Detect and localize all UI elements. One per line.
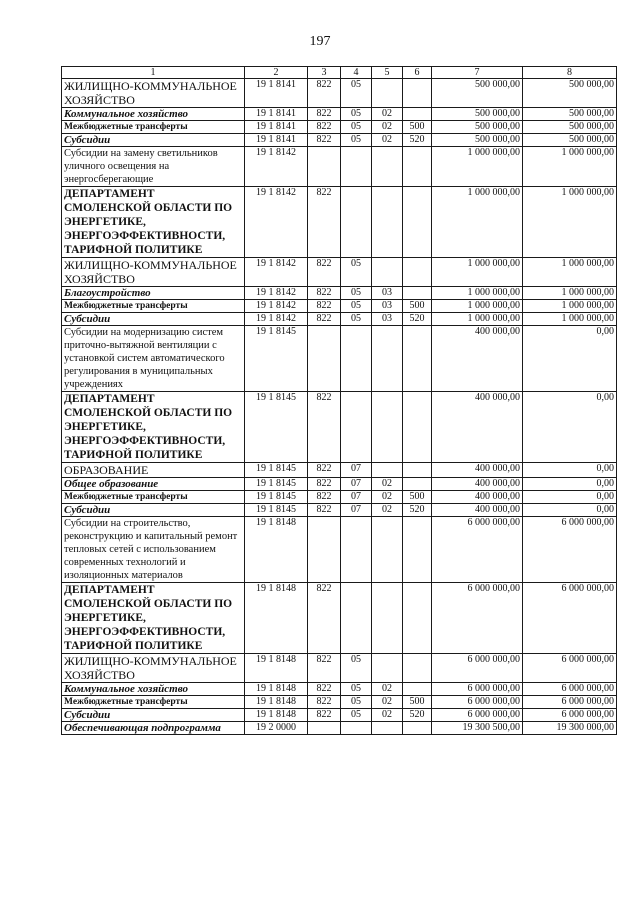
cell-name: Субсидии xyxy=(62,709,245,722)
cell-section-code: 05 xyxy=(341,79,372,108)
cell-amount-year-1: 1 000 000,00 xyxy=(432,258,523,287)
cell-amount-year-2: 1 000 000,00 xyxy=(523,287,617,300)
cell-expense-type xyxy=(403,287,432,300)
cell-target-code: 19 1 8145 xyxy=(245,392,308,463)
table-row xyxy=(62,187,617,258)
cell-ministry-code: 822 xyxy=(308,654,341,683)
cell-expense-type xyxy=(403,654,432,683)
cell-ministry-code xyxy=(308,722,341,735)
table-row xyxy=(62,696,617,709)
cell-ministry-code: 822 xyxy=(308,313,341,326)
table-row xyxy=(62,108,617,121)
cell-name: ЖИЛИЩНО-КОММУНАЛЬНОЕ ХОЗЯЙСТВО xyxy=(62,258,245,287)
cell-name: Межбюджетные трансферты xyxy=(62,696,245,709)
cell-expense-type: 500 xyxy=(403,300,432,313)
cell-subsection-code: 03 xyxy=(372,300,403,313)
cell-target-code: 19 1 8148 xyxy=(245,654,308,683)
cell-subsection-code xyxy=(372,79,403,108)
cell-amount-year-2: 0,00 xyxy=(523,463,617,478)
cell-amount-year-1: 6 000 000,00 xyxy=(432,654,523,683)
table-row xyxy=(62,654,617,683)
cell-target-code: 19 1 8142 xyxy=(245,258,308,287)
cell-expense-type xyxy=(403,326,432,392)
cell-amount-year-2: 0,00 xyxy=(523,392,617,463)
cell-target-code: 19 1 8142 xyxy=(245,313,308,326)
cell-ministry-code: 822 xyxy=(308,504,341,517)
cell-amount-year-1: 400 000,00 xyxy=(432,504,523,517)
cell-amount-year-1: 400 000,00 xyxy=(432,491,523,504)
cell-section-code: 07 xyxy=(341,491,372,504)
cell-amount-year-2: 500 000,00 xyxy=(523,121,617,134)
cell-section-code: 05 xyxy=(341,709,372,722)
cell-subsection-code xyxy=(372,463,403,478)
cell-expense-type xyxy=(403,392,432,463)
cell-name: ДЕПАРТАМЕНТ СМОЛЕНСКОЙ ОБЛАСТИ ПО ЭНЕРГЕТИКЕ, ЭНЕРГОЭФФЕКТИВНОСТИ, ТАРИФНОЙ ПОЛИТИКЕ xyxy=(62,392,245,463)
table-row xyxy=(62,504,617,517)
cell-name: Субсидии xyxy=(62,134,245,147)
cell-amount-year-1: 400 000,00 xyxy=(432,392,523,463)
page-number: 197 xyxy=(309,34,331,49)
cell-target-code: 19 1 8145 xyxy=(245,491,308,504)
cell-amount-year-2: 1 000 000,00 xyxy=(523,313,617,326)
table-row xyxy=(62,313,617,326)
cell-target-code: 19 1 8148 xyxy=(245,709,308,722)
cell-target-code: 19 1 8145 xyxy=(245,326,308,392)
cell-subsection-code: 03 xyxy=(372,287,403,300)
cell-subsection-code xyxy=(372,326,403,392)
header-col-5: 5 xyxy=(372,67,403,79)
cell-section-code xyxy=(341,722,372,735)
cell-section-code: 05 xyxy=(341,287,372,300)
cell-subsection-code xyxy=(372,187,403,258)
header-col-7: 7 xyxy=(432,67,523,79)
table-row xyxy=(62,478,617,491)
cell-name: Межбюджетные трансферты xyxy=(62,300,245,313)
cell-subsection-code xyxy=(372,147,403,187)
cell-amount-year-1: 1 000 000,00 xyxy=(432,147,523,187)
cell-target-code: 19 2 0000 xyxy=(245,722,308,735)
table-row xyxy=(62,491,617,504)
cell-amount-year-2: 1 000 000,00 xyxy=(523,258,617,287)
cell-amount-year-2: 6 000 000,00 xyxy=(523,696,617,709)
cell-amount-year-2: 0,00 xyxy=(523,326,617,392)
cell-expense-type: 520 xyxy=(403,313,432,326)
cell-target-code: 19 1 8142 xyxy=(245,147,308,187)
cell-target-code: 19 1 8141 xyxy=(245,121,308,134)
cell-amount-year-1: 6 000 000,00 xyxy=(432,709,523,722)
cell-subsection-code: 02 xyxy=(372,696,403,709)
cell-ministry-code: 822 xyxy=(308,79,341,108)
table-row xyxy=(62,147,617,187)
cell-name: Субсидии xyxy=(62,313,245,326)
cell-amount-year-2: 500 000,00 xyxy=(523,108,617,121)
cell-amount-year-2: 6 000 000,00 xyxy=(523,583,617,654)
cell-section-code: 05 xyxy=(341,108,372,121)
cell-subsection-code xyxy=(372,517,403,583)
cell-expense-type xyxy=(403,258,432,287)
cell-name: Благоустройство xyxy=(62,287,245,300)
cell-target-code: 19 1 8142 xyxy=(245,187,308,258)
cell-name: Субсидии на модернизацию систем приточно-вытяжной вентиляции с установкой систем автоматического регулирования в муниципальных учреждениях xyxy=(62,326,245,392)
cell-expense-type: 520 xyxy=(403,134,432,147)
cell-target-code: 19 1 8148 xyxy=(245,583,308,654)
cell-amount-year-2: 0,00 xyxy=(523,478,617,491)
cell-expense-type xyxy=(403,583,432,654)
cell-name: Коммунальное хозяйство xyxy=(62,683,245,696)
header-col-3: 3 xyxy=(308,67,341,79)
cell-amount-year-1: 400 000,00 xyxy=(432,463,523,478)
cell-target-code: 19 1 8148 xyxy=(245,683,308,696)
table-row xyxy=(62,326,617,392)
cell-ministry-code: 822 xyxy=(308,463,341,478)
cell-ministry-code: 822 xyxy=(308,258,341,287)
cell-expense-type: 520 xyxy=(403,709,432,722)
table-row xyxy=(62,79,617,108)
cell-section-code: 05 xyxy=(341,696,372,709)
cell-amount-year-2: 1 000 000,00 xyxy=(523,147,617,187)
cell-expense-type xyxy=(403,463,432,478)
cell-ministry-code: 822 xyxy=(308,478,341,491)
cell-target-code: 19 1 8145 xyxy=(245,478,308,491)
cell-target-code: 19 1 8142 xyxy=(245,287,308,300)
cell-amount-year-2: 1 000 000,00 xyxy=(523,187,617,258)
cell-ministry-code xyxy=(308,147,341,187)
header-col-2: 2 xyxy=(245,67,308,79)
cell-amount-year-2: 6 000 000,00 xyxy=(523,517,617,583)
cell-amount-year-1: 500 000,00 xyxy=(432,121,523,134)
cell-ministry-code xyxy=(308,517,341,583)
cell-ministry-code: 822 xyxy=(308,121,341,134)
header-col-4: 4 xyxy=(341,67,372,79)
table-row xyxy=(62,583,617,654)
table-row xyxy=(62,722,617,735)
cell-target-code: 19 1 8148 xyxy=(245,696,308,709)
cell-section-code xyxy=(341,583,372,654)
cell-name: Коммунальное хозяйство xyxy=(62,108,245,121)
cell-name: Субсидии на строительство, реконструкцию и капитальный ремонт тепловых сетей с использованием современных технологий и изоляционных материалов xyxy=(62,517,245,583)
cell-name: ЖИЛИЩНО-КОММУНАЛЬНОЕ ХОЗЯЙСТВО xyxy=(62,79,245,108)
cell-name: Субсидии на замену светильников уличного освещения на энергосберегающие xyxy=(62,147,245,187)
cell-amount-year-1: 6 000 000,00 xyxy=(432,696,523,709)
cell-subsection-code: 02 xyxy=(372,478,403,491)
cell-section-code xyxy=(341,392,372,463)
cell-ministry-code: 822 xyxy=(308,392,341,463)
cell-subsection-code: 02 xyxy=(372,504,403,517)
cell-ministry-code: 822 xyxy=(308,287,341,300)
cell-amount-year-1: 6 000 000,00 xyxy=(432,517,523,583)
cell-expense-type: 500 xyxy=(403,491,432,504)
cell-section-code: 05 xyxy=(341,258,372,287)
cell-subsection-code: 02 xyxy=(372,108,403,121)
cell-subsection-code: 02 xyxy=(372,491,403,504)
cell-subsection-code xyxy=(372,392,403,463)
cell-subsection-code: 02 xyxy=(372,134,403,147)
cell-ministry-code: 822 xyxy=(308,300,341,313)
table-row xyxy=(62,683,617,696)
cell-amount-year-2: 6 000 000,00 xyxy=(523,709,617,722)
table-row xyxy=(62,287,617,300)
cell-subsection-code: 02 xyxy=(372,709,403,722)
cell-ministry-code: 822 xyxy=(308,683,341,696)
cell-ministry-code: 822 xyxy=(308,696,341,709)
cell-section-code xyxy=(341,147,372,187)
cell-subsection-code: 02 xyxy=(372,121,403,134)
cell-amount-year-2: 1 000 000,00 xyxy=(523,300,617,313)
cell-section-code: 05 xyxy=(341,683,372,696)
budget-table xyxy=(61,66,617,735)
header-col-1: 1 xyxy=(62,67,245,79)
cell-amount-year-1: 400 000,00 xyxy=(432,326,523,392)
cell-amount-year-2: 6 000 000,00 xyxy=(523,654,617,683)
cell-name: Межбюджетные трансферты xyxy=(62,491,245,504)
cell-expense-type xyxy=(403,108,432,121)
table-row xyxy=(62,709,617,722)
cell-name: Общее образование xyxy=(62,478,245,491)
cell-amount-year-1: 500 000,00 xyxy=(432,134,523,147)
cell-expense-type xyxy=(403,722,432,735)
cell-target-code: 19 1 8141 xyxy=(245,79,308,108)
cell-expense-type xyxy=(403,683,432,696)
cell-expense-type: 500 xyxy=(403,121,432,134)
cell-section-code: 05 xyxy=(341,313,372,326)
table-header-row xyxy=(62,67,617,79)
cell-target-code: 19 1 8148 xyxy=(245,517,308,583)
cell-amount-year-1: 1 000 000,00 xyxy=(432,313,523,326)
cell-subsection-code xyxy=(372,654,403,683)
cell-ministry-code: 822 xyxy=(308,709,341,722)
cell-subsection-code xyxy=(372,258,403,287)
cell-amount-year-2: 500 000,00 xyxy=(523,134,617,147)
cell-ministry-code: 822 xyxy=(308,134,341,147)
cell-expense-type xyxy=(403,517,432,583)
cell-section-code: 07 xyxy=(341,463,372,478)
cell-section-code xyxy=(341,326,372,392)
cell-amount-year-1: 6 000 000,00 xyxy=(432,583,523,654)
cell-name: ДЕПАРТАМЕНТ СМОЛЕНСКОЙ ОБЛАСТИ ПО ЭНЕРГЕТИКЕ, ЭНЕРГОЭФФЕКТИВНОСТИ, ТАРИФНОЙ ПОЛИТИКЕ xyxy=(62,583,245,654)
cell-subsection-code: 02 xyxy=(372,683,403,696)
cell-expense-type xyxy=(403,478,432,491)
cell-section-code: 05 xyxy=(341,134,372,147)
cell-ministry-code: 822 xyxy=(308,187,341,258)
cell-target-code: 19 1 8141 xyxy=(245,134,308,147)
cell-amount-year-1: 400 000,00 xyxy=(432,478,523,491)
cell-name: Обеспечивающая подпрограмма xyxy=(62,722,245,735)
cell-target-code: 19 1 8141 xyxy=(245,108,308,121)
cell-name: ОБРАЗОВАНИЕ xyxy=(62,463,245,478)
cell-subsection-code xyxy=(372,583,403,654)
cell-amount-year-1: 1 000 000,00 xyxy=(432,287,523,300)
cell-amount-year-1: 1 000 000,00 xyxy=(432,187,523,258)
cell-name: ЖИЛИЩНО-КОММУНАЛЬНОЕ ХОЗЯЙСТВО xyxy=(62,654,245,683)
cell-amount-year-2: 0,00 xyxy=(523,491,617,504)
cell-section-code xyxy=(341,517,372,583)
table-row xyxy=(62,392,617,463)
header-col-8: 8 xyxy=(523,67,617,79)
cell-section-code: 07 xyxy=(341,478,372,491)
cell-expense-type xyxy=(403,147,432,187)
table-row xyxy=(62,517,617,583)
cell-amount-year-1: 1 000 000,00 xyxy=(432,300,523,313)
cell-ministry-code xyxy=(308,326,341,392)
header-col-6: 6 xyxy=(403,67,432,79)
table-row xyxy=(62,134,617,147)
cell-target-code: 19 1 8145 xyxy=(245,463,308,478)
cell-section-code: 05 xyxy=(341,654,372,683)
cell-name: Субсидии xyxy=(62,504,245,517)
cell-ministry-code: 822 xyxy=(308,491,341,504)
cell-amount-year-1: 19 300 500,00 xyxy=(432,722,523,735)
cell-amount-year-2: 500 000,00 xyxy=(523,79,617,108)
table-row xyxy=(62,258,617,287)
cell-section-code xyxy=(341,187,372,258)
cell-amount-year-1: 500 000,00 xyxy=(432,108,523,121)
table-row xyxy=(62,121,617,134)
cell-expense-type xyxy=(403,79,432,108)
cell-target-code: 19 1 8145 xyxy=(245,504,308,517)
cell-section-code: 07 xyxy=(341,504,372,517)
cell-subsection-code xyxy=(372,722,403,735)
cell-expense-type: 520 xyxy=(403,504,432,517)
cell-amount-year-1: 500 000,00 xyxy=(432,79,523,108)
cell-ministry-code: 822 xyxy=(308,108,341,121)
cell-amount-year-1: 6 000 000,00 xyxy=(432,683,523,696)
cell-amount-year-2: 0,00 xyxy=(523,504,617,517)
table-row xyxy=(62,300,617,313)
cell-amount-year-2: 6 000 000,00 xyxy=(523,683,617,696)
cell-name: Межбюджетные трансферты xyxy=(62,121,245,134)
cell-ministry-code: 822 xyxy=(308,583,341,654)
cell-name: ДЕПАРТАМЕНТ СМОЛЕНСКОЙ ОБЛАСТИ ПО ЭНЕРГЕТИКЕ, ЭНЕРГОЭФФЕКТИВНОСТИ, ТАРИФНОЙ ПОЛИТИКЕ xyxy=(62,187,245,258)
cell-section-code: 05 xyxy=(341,300,372,313)
cell-subsection-code: 03 xyxy=(372,313,403,326)
cell-target-code: 19 1 8142 xyxy=(245,300,308,313)
cell-expense-type: 500 xyxy=(403,696,432,709)
cell-amount-year-2: 19 300 000,00 xyxy=(523,722,617,735)
cell-expense-type xyxy=(403,187,432,258)
cell-section-code: 05 xyxy=(341,121,372,134)
table-row xyxy=(62,463,617,478)
